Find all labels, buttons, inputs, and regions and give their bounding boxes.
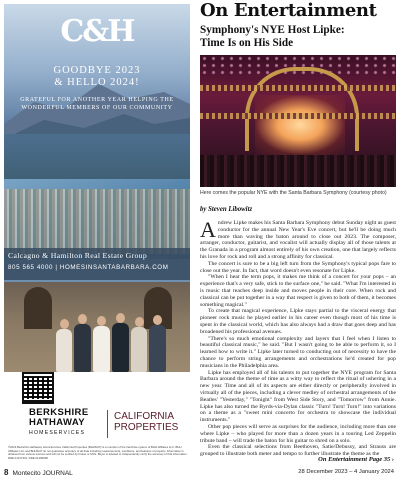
ch-logo: C&H xyxy=(60,14,134,49)
logo-divider xyxy=(107,410,108,438)
qr-code-icon[interactable] xyxy=(22,372,54,404)
headline-line-1: Symphony's NYE Host Lipke: xyxy=(200,24,345,36)
byline: by Steven Libowitz xyxy=(200,206,253,213)
balcony-rail xyxy=(200,113,396,119)
headline-line-2: Time Is on His Side xyxy=(200,37,294,49)
photo-caption: Here comes the popular NYE with the Santa Barbara Symphony (courtesy photo) xyxy=(200,190,387,196)
paragraph: Even the classical selections from Beethoven, Satie/Debussy, and Strauss are grouped to illustrate both meter and tempo to further illustrate the theme as the xyxy=(200,444,396,458)
grateful-line-1: GRATEFUL FOR ANOTHER YEAR HELPING THE xyxy=(20,97,174,103)
team-member-head xyxy=(78,314,87,324)
issue-date: 28 December 2023 – 4 January 2024 xyxy=(298,469,394,475)
section-title: On Entertainment xyxy=(200,0,377,21)
ad-company-name: Calcagno & Hamilton Real Estate Group xyxy=(8,251,148,260)
stage-glow xyxy=(255,95,345,155)
balcony-rail xyxy=(200,85,396,91)
page-footer-left xyxy=(4,468,73,477)
goodbye-line-2: & HELLO 2024! xyxy=(54,77,140,88)
paragraph xyxy=(200,217,396,261)
california-properties-logo xyxy=(114,411,178,433)
paragraph: "When I hear the term pops, it makes me think of a concert for your pops – an experience that's a very safe, stick to the surface one," he said. "What I'm interested in is music that reaches deep inside and moves people in their core. When rock and classical can be put together in a way that respect is given to both of them, it becomes something magical." xyxy=(200,274,396,308)
team-member-head xyxy=(135,317,144,327)
goodbye-line-1: GOODBYE 2023 xyxy=(53,65,141,76)
team-member xyxy=(112,323,129,372)
team-member xyxy=(93,326,110,372)
brand-line-1: BERKSHIRE xyxy=(29,407,89,418)
page-number: 8 xyxy=(4,468,9,477)
cal-line-1: CALIFORNIA xyxy=(114,411,175,422)
team-member-head xyxy=(153,315,162,325)
paragraph: Lipke has employed all of his talents to put together the NYE program for Santa Barbara around the theme of time as a witty way to reflect the ritual of ushering in a new year. Time and all of its aspects are either directly or peripherally involved in virtually all of the pieces, including a clever medley of orchestral arrangements of the Beatles' "Yesterday," "Tonight" from West Side Story, and "Tomorrow" from Annie. Lipke has also turned the Byrds-via-Dylan classic "Turn! Turn! Turn!" into variations on a theme as a "sweet mini concerto for orchestra to showcase the individual instruments." xyxy=(200,369,396,424)
paragraph: "There's so much emotional complexity and layers that I feel when I listen to beautiful classical music," he said. "But I wasn't going to be able to perform it, so I learned how to write it." Lipke later turned to conducting out of necessity to have the chance to perform string arrangements and orchestrations he'd created for pop musicians in the Philadelphia area. xyxy=(200,335,396,369)
ad-fine-print: ©2023 Berkshire Hathaway HomeServices California Properties (BHHSCP) is a member of the franchise system of BHH Affiliates LLC. BHH Affiliates LLC and BHHSCP do not guarantee accuracy of all data including measurements, conditions, and features of property. Information is obtained from various sources and will not be verified by broker or MLS. Buyer is advised to independently verify the accuracy of that information. DRE 01317331. DRE 01499008 xyxy=(8,445,188,460)
ad-contact-info: 805 565 4000 | HOMESINSANTABARBARA.COM xyxy=(8,264,169,271)
team-member xyxy=(74,324,91,372)
house-door xyxy=(24,287,52,329)
paragraph: The concert is sure to be a big left turn from the Symphony's typical pops fare to close out the year. In fact, that word doesn't even resonate for Lipke. xyxy=(200,260,396,274)
article-headline xyxy=(200,24,395,50)
audience-seats xyxy=(200,155,396,187)
town-image xyxy=(4,189,190,254)
team-member-head xyxy=(60,319,69,329)
publication-name: Montecito JOURNAL xyxy=(12,470,73,477)
grateful-line-2: WONDERFUL MEMBERS OF OUR COMMUNITY xyxy=(21,105,173,111)
team-member-head xyxy=(97,316,106,326)
paragraph: To create that magical experience, Lipke stays partial to the visceral energy that pioneer rock music he played earlier in his career even though most of his time is spent in the classical world, which has also always had a draw that goes deep and has broadened his professional avenues. xyxy=(200,308,396,335)
brand-line-3: HOMESERVICES xyxy=(29,430,86,436)
grateful-message xyxy=(12,96,182,112)
article-body xyxy=(200,217,396,458)
concert-hall-photo xyxy=(200,55,396,187)
berkshire-hathaway-logo xyxy=(29,408,89,436)
team-member xyxy=(131,327,147,372)
brand-line-2: HATHAWAY xyxy=(29,417,85,428)
cal-line-2: PROPERTIES xyxy=(114,422,179,433)
drop-cap: A xyxy=(200,217,216,242)
goodbye-headline xyxy=(4,65,190,89)
paragraph-text: ndrew Lipke makes his Santa Barbara Symphony debut Sunday night as guest conductor for the annual New Year's Eve concert, but he'll be doing much more than waving the baton around to close out 2023. The composer, arranger, conductor, guitarist, and vocalist will actually display all of those talents at the Granada in a program almost entirely of his own creation, one that largely reflects his love for rock and roll and a strong affinity for classical. xyxy=(200,220,396,260)
continued-link[interactable]: On Entertainment Page 35 › xyxy=(318,456,394,463)
team-member xyxy=(56,329,72,372)
real-estate-advertisement xyxy=(4,4,190,466)
qr-code-pattern xyxy=(27,377,49,399)
team-member-head xyxy=(116,313,125,323)
paragraph: Other pop pieces will serve as surprises for the audience, including more than one where Lipke – who played for more than a dozen years in a touring Led Zeppelin tribute band – will trade the baton for his guitar to shred on a solo. xyxy=(200,423,396,444)
team-member xyxy=(149,325,166,372)
